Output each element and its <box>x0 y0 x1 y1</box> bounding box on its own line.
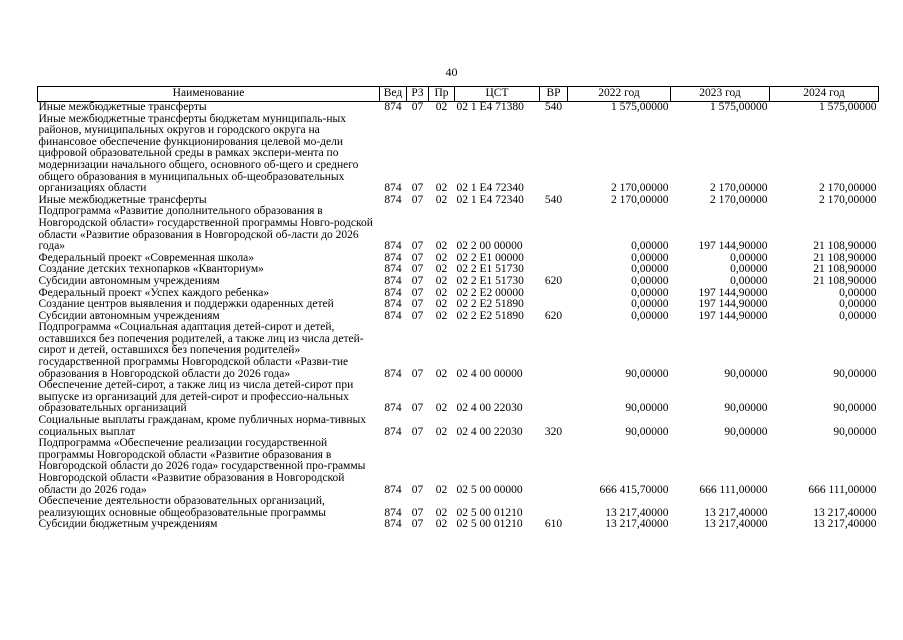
cell-2022: 0,00000 <box>631 309 669 322</box>
cell-ved: 874 <box>384 240 402 253</box>
cell-name: Обеспечение деятельности образовательных организаций, реализующих основные общеобразовательные программы <box>38 495 327 519</box>
cell-2024: 666 111,00000 <box>808 483 877 496</box>
cell-pr: 02 <box>435 402 448 415</box>
cell-rz: 07 <box>411 367 424 380</box>
cell-name: Подпрограмма «Социальная адаптация детей-сирот и детей, оставшихся без попечения родителей, а также лиц из числа детей-сирот и детей, оставшихся без попечения родителей» государственной программы Новгородской области «Разви-тие образования в Новгородской области до 2026 года» <box>38 321 364 380</box>
cell-name: Субсидии автономным учреждениям <box>38 309 220 322</box>
cell-rz: 07 <box>411 309 424 322</box>
cell-cst: 02 2 00 00000 <box>456 240 523 253</box>
cell-rz: 07 <box>411 263 424 276</box>
col-header-2022: 2022 год <box>568 87 671 102</box>
cell-cst: 02 2 Е1 51730 <box>456 263 524 276</box>
cell-rz: 07 <box>411 240 424 253</box>
cell-rz: 07 <box>411 251 424 264</box>
cell-2023: 197 144,90000 <box>698 240 768 253</box>
cell-cst: 02 1 Е4 72340 <box>456 193 524 206</box>
cell-vr <box>540 496 568 519</box>
cell-2022: 666 415,70000 <box>599 483 669 496</box>
cell-cst: 02 5 00 01210 <box>456 506 523 519</box>
cell-vr <box>540 288 568 300</box>
cell-2022: 0,00000 <box>631 263 669 276</box>
cell-cst: 02 1 Е4 72340 <box>456 182 524 195</box>
table-row <box>38 114 879 195</box>
cell-ved: 874 <box>384 263 402 276</box>
cell-cst: 02 2 Е1 51730 <box>456 274 524 287</box>
table-row <box>38 519 879 531</box>
cell-rz: 07 <box>411 286 424 299</box>
cell-vr: 540 <box>544 193 563 206</box>
cell-2022: 90,00000 <box>625 367 669 380</box>
cell-2022: 0,00000 <box>631 240 669 253</box>
col-header-name: Наименование <box>38 87 380 102</box>
col-header-rz: РЗ <box>407 87 429 102</box>
cell-vr <box>540 206 568 252</box>
cell-pr: 02 <box>435 518 448 531</box>
cell-2022: 0,00000 <box>631 251 669 264</box>
table-row <box>38 380 879 415</box>
cell-pr: 02 <box>435 483 448 496</box>
cell-name: Подпрограмма «Развитие дополнительного образования в Новгородской области» государственной программы Новго-родской области «Развитие образования в Новгородской об-ласти до 2026 года» <box>38 205 373 253</box>
col-header-cst: ЦСТ <box>455 87 540 102</box>
table-row <box>38 299 879 311</box>
cell-2024: 2 170,00000 <box>819 193 877 206</box>
cell-2024: 90,00000 <box>833 367 877 380</box>
cell-2022: 0,00000 <box>631 274 669 287</box>
cell-2023: 1 575,00000 <box>710 101 768 113</box>
table-row <box>38 415 879 438</box>
table-row <box>38 438 879 496</box>
cell-2023: 0,00000 <box>730 274 768 287</box>
cell-vr <box>540 114 568 195</box>
cell-pr: 02 <box>435 367 448 380</box>
cell-ved: 874 <box>384 298 402 311</box>
cell-name: Федеральный проект «Современная школа» <box>38 251 255 264</box>
cell-cst: 02 2 Е1 00000 <box>456 251 524 264</box>
cell-2023: 13 217,40000 <box>704 506 768 519</box>
cell-name: Создание центров выявления и поддержки одаренных детей <box>38 298 334 311</box>
cell-rz: 07 <box>411 425 424 438</box>
cell-2023: 197 144,90000 <box>698 298 768 311</box>
cell-vr: 610 <box>544 518 563 531</box>
table-row <box>38 206 879 252</box>
cell-ved: 874 <box>384 518 402 531</box>
cell-ved: 874 <box>384 425 402 438</box>
cell-pr: 02 <box>435 309 448 322</box>
cell-2022: 13 217,40000 <box>605 506 669 519</box>
cell-rz: 07 <box>411 483 424 496</box>
cell-cst: 02 4 00 22030 <box>456 425 523 438</box>
cell-pr: 02 <box>435 240 448 253</box>
cell-2022: 90,00000 <box>625 425 669 438</box>
cell-2024: 13 217,40000 <box>813 518 877 531</box>
cell-vr: 620 <box>544 274 563 287</box>
cell-pr: 02 <box>435 263 448 276</box>
cell-ved: 874 <box>384 286 402 299</box>
cell-2022: 0,00000 <box>631 298 669 311</box>
cell-2022: 2 170,00000 <box>611 193 669 206</box>
cell-ved: 874 <box>384 182 402 195</box>
cell-name: Иные межбюджетные трансферты <box>38 101 207 113</box>
cell-vr <box>540 299 568 311</box>
cell-2023: 197 144,90000 <box>698 286 768 299</box>
cell-cst: 02 5 00 01210 <box>456 518 523 531</box>
cell-2024: 0,00000 <box>839 309 877 322</box>
cell-ved: 874 <box>384 506 402 519</box>
cell-2023: 197 144,90000 <box>698 309 768 322</box>
cell-2022: 13 217,40000 <box>605 518 669 531</box>
cell-cst: 02 2 Е2 51890 <box>456 298 524 311</box>
cell-2024: 21 108,90000 <box>813 274 877 287</box>
cell-2024: 13 217,40000 <box>813 506 877 519</box>
cell-pr: 02 <box>435 506 448 519</box>
cell-name: Федеральный проект «Успех каждого ребенка» <box>38 286 270 299</box>
cell-ved: 874 <box>384 483 402 496</box>
cell-2023: 666 111,00000 <box>699 483 768 496</box>
cell-name: Субсидии автономным учреждениям <box>38 274 220 287</box>
cell-name: Подпрограмма «Обеспечение реализации государственной программы Новгородской области «Развитие образования в Новгородской области до 2026 года» государственной про-граммы Новгородской области «Развитие образования в Новгородской области до 2026 года» <box>38 437 366 496</box>
cell-pr: 02 <box>435 286 448 299</box>
cell-cst: 02 5 00 00000 <box>456 483 523 496</box>
cell-vr <box>540 438 568 496</box>
col-header-ved: Вед <box>380 87 407 102</box>
cell-ved: 874 <box>384 251 402 264</box>
cell-rz: 07 <box>411 506 424 519</box>
cell-rz: 07 <box>411 402 424 415</box>
cell-pr: 02 <box>435 193 448 206</box>
cell-vr: 620 <box>544 309 563 322</box>
cell-2024: 21 108,90000 <box>813 240 877 253</box>
cell-rz: 07 <box>411 298 424 311</box>
cell-2023: 13 217,40000 <box>704 518 768 531</box>
col-header-2024: 2024 год <box>770 87 879 102</box>
cell-name: Субсидии бюджетным учреждениям <box>38 518 218 531</box>
cell-2024: 1 575,00000 <box>819 101 877 113</box>
cell-rz: 07 <box>411 101 424 113</box>
cell-2024: 2 170,00000 <box>819 182 877 195</box>
cell-pr: 02 <box>435 274 448 287</box>
cell-cst: 02 2 Е2 00000 <box>456 286 524 299</box>
cell-cst: 02 1 Е4 71380 <box>456 101 524 113</box>
cell-name: Обеспечение детей-сирот, а также лиц из числа детей-сирот при выпуске из организаций для детей-сирот и профессио-нальных образовательных организаций <box>38 379 354 415</box>
cell-name: Иные межбюджетные трансферты бюджетам муниципаль-ных районов, муниципальных округов и городского округа на финансовое обеспечение функционирования целевой мо-дели цифровой образовательной среды в рамках экспери-мента по модернизации начального общего, основного об-щего и среднего общего образования в муниципальных об-щеобразовательных организациях области <box>38 112 359 195</box>
cell-rz: 07 <box>411 274 424 287</box>
cell-2023: 90,00000 <box>724 367 768 380</box>
cell-vr: 540 <box>544 101 563 113</box>
cell-pr: 02 <box>435 425 448 438</box>
cell-ved: 874 <box>384 402 402 415</box>
cell-name: Социальные выплаты гражданам, кроме публичных норма-тивных социальных выплат <box>38 414 366 438</box>
cell-2022: 1 575,00000 <box>611 101 669 113</box>
cell-ved: 874 <box>384 101 402 113</box>
cell-name: Иные межбюджетные трансферты <box>38 193 207 206</box>
cell-pr: 02 <box>435 182 448 195</box>
cell-2024: 0,00000 <box>839 298 877 311</box>
cell-ved: 874 <box>384 367 402 380</box>
col-header-2023: 2023 год <box>671 87 770 102</box>
cell-2022: 2 170,00000 <box>611 182 669 195</box>
budget-table <box>37 86 879 531</box>
cell-ved: 874 <box>384 193 402 206</box>
cell-ved: 874 <box>384 274 402 287</box>
col-header-pr: Пр <box>429 87 455 102</box>
cell-2023: 0,00000 <box>730 251 768 264</box>
cell-2024: 90,00000 <box>833 425 877 438</box>
page-number: 40 <box>445 65 458 79</box>
cell-name: Создание детских технопарков «Кванториум» <box>38 263 264 276</box>
table-header-row <box>38 87 879 102</box>
table-row <box>38 322 879 380</box>
cell-pr: 02 <box>435 298 448 311</box>
cell-rz: 07 <box>411 193 424 206</box>
cell-2023: 2 170,00000 <box>710 182 768 195</box>
cell-vr: 320 <box>544 425 563 438</box>
cell-2023: 90,00000 <box>724 402 768 415</box>
cell-cst: 02 4 00 00000 <box>456 367 523 380</box>
cell-rz: 07 <box>411 518 424 531</box>
cell-vr <box>540 322 568 380</box>
table-row <box>38 102 879 114</box>
cell-cst: 02 2 Е2 51890 <box>456 309 524 322</box>
table-row <box>38 496 879 519</box>
cell-pr: 02 <box>435 101 448 113</box>
cell-rz: 07 <box>411 182 424 195</box>
cell-cst: 02 4 00 22030 <box>456 402 523 415</box>
cell-vr <box>540 253 568 265</box>
cell-2024: 21 108,90000 <box>813 263 877 276</box>
cell-vr <box>540 380 568 415</box>
cell-ved: 874 <box>384 309 402 322</box>
cell-2024: 21 108,90000 <box>813 251 877 264</box>
col-header-vr: ВР <box>540 87 568 102</box>
cell-pr: 02 <box>435 251 448 264</box>
cell-2024: 0,00000 <box>839 286 877 299</box>
cell-2024: 90,00000 <box>833 402 877 415</box>
cell-2022: 0,00000 <box>631 286 669 299</box>
cell-2023: 90,00000 <box>724 425 768 438</box>
cell-2023: 2 170,00000 <box>710 193 768 206</box>
table-body <box>38 102 879 531</box>
cell-2022: 90,00000 <box>625 402 669 415</box>
cell-2023: 0,00000 <box>730 263 768 276</box>
table-row <box>38 276 879 288</box>
